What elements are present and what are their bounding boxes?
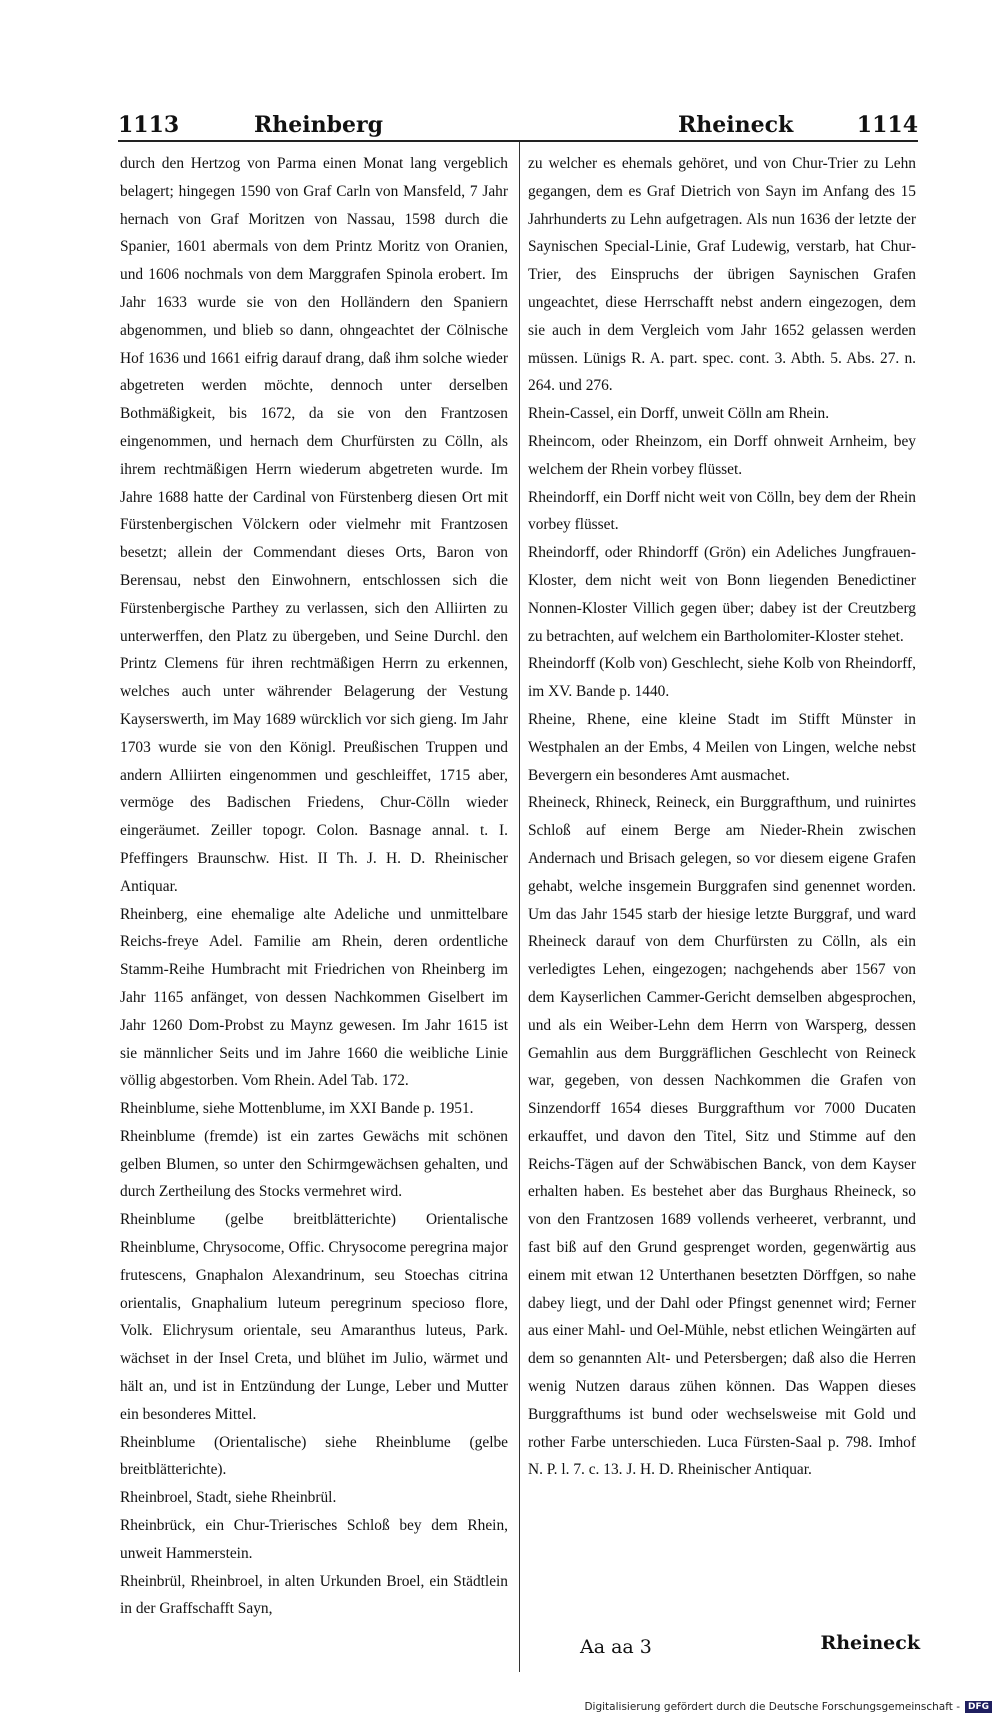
- catchword: Rheineck: [820, 1632, 920, 1654]
- dfg-logo: DFG: [965, 1701, 992, 1713]
- column-separator: [519, 142, 520, 1672]
- right-entry-5: Rheindorff, oder Rhindorff (Grön) ein Adeliches Jungfrauen-Kloster, dem nicht weit von Bonn liegenden Benedictiner Nonnen-Kloster Villich gegen über; dabey ist der Creutzberg zu betrachten, auf welchem ein Bartholomiter-Kloster stehet.: [528, 544, 916, 645]
- right-entry-7: Rheine, Rhene, eine kleine Stadt im Stifft Münster in Westphalen an der Embs, 4 Meilen von Lingen, welche nebst Bevergern ein besonderes Amt ausmachet.: [528, 710, 916, 784]
- page-number-left: 1113: [118, 112, 180, 138]
- right-entry-8: Rheineck, Rhineck, Reineck, ein Burggrafthum, und ruinirtes Schloß auf einem Berge am Nieder-Rhein zwischen Andernach und Brisach gelegen, so vor diesem eigene Grafen gehabt, welche insgemein Burggrafen sind genennet worden. Um das Jahr 1545 starb der hiesige letzte Burggraf, und ward Rheineck darauf von dem Churfürsten zu Cölln, als ein verledigtes Lehen, eingezogen; nachgehends aber 1567 von dem Kayserlichen Cammer-Gericht demselben abgesprochen, und als ein Weiber-Lehn dem Herrn von Warsperg, dessen Gemahlin aus dem Burggräflichen Geschlecht von Reineck war, gegeben, von dessen Nachkommen die Grafen von Sinzendorff 1654 dieses Burggrafthum vor 7000 Ducaten erkauffet, und davon den Titel, Sitz und Stimme auf den Reichs-Tägen auf der Schwäbischen Banck, von dem Kayser erhalten haben. Es bestehet aber das Burghaus Rheineck, so von den Frantzosen 1689 vollends verheeret, verbrannt, und fast biß auf den Grund gesprenget worden, gegenwärtig aus einem mit etwan 12 Unterthanen besetzten Dörffgen, so nahe dabey liegt, und der Dahl oder Pfingst genennet wird; Ferner aus einer Mahl- und Oel-Mühle, nebst etlichen Weingärten auf dem so genannten Alt- und Petersbergen; daß also die Herren wenig Nutzen daraus zühen können. Das Wappen dieses Burggrafthums ist bund oder wechselsweise mit Gold und rother Farbe unterschieden. Luca Fürsten-Saal p. 798. Imhof N. P. l. 7. c. 13. J. H. D. Rheinischer Antiquar.: [528, 794, 916, 1479]
- right-entry-4: Rheindorff, ein Dorff nicht weit von Cölln, bey dem der Rhein vorbey flüsset.: [528, 488, 916, 534]
- left-entry-8: Rheinbrück, ein Chur-Trierisches Schloß bey dem Rhein, unweit Hammerstein.: [120, 1517, 508, 1562]
- digitization-credit: [584, 1701, 992, 1713]
- left-entry-2: Rheinberg, eine ehemalige alte Adeliche und unmittelbare Reichs-freye Adel. Familie am Rhein, deren ordentliche Stamm-Reihe Humbracht mit Friedrichen von Rheinberg im Jahr 1165 anfänget, von dessen Nachkommen Giselbert im Jahr 1260 Dom-Probst zu Maynz gewesen. Im Jahr 1615 ist sie männlicher Seits und im Jahre 1660 die weibliche Linie völlig abgestorben. Vom Rhein. Adel Tab. 172.: [120, 905, 508, 1090]
- right-entry-1: zu welcher es ehemals gehöret, und von Chur-Trier zu Lehn gegangen, dem es Graf Dietrich von Sayn im Anfang des 15 Jahrhunderts zu Lehn aufgetragen. Als nun 1636 der letzte der Saynischen Special-Linie, Graf Ludewig, verstarb, hat Chur-Trier, des Einspruchs der übrigen Saynischen Grafen ungeachtet, diese Herrschafft nebst andern eingezogen, dem sie auch in dem Vergleich vom Jahr 1652 gelassen werden müssen. Lünigs R. A. part. spec. cont. 3. Abth. 5. Abs. 27. n. 264. und 276.: [528, 155, 916, 395]
- signature-mark: Aa aa 3: [580, 1636, 652, 1658]
- right-entry-2: Rhein-Cassel, ein Dorff, unweit Cölln am Rhein.: [528, 405, 830, 423]
- left-entry-1: durch den Hertzog von Parma einen Monat lang vergeblich belagert; hingegen 1590 von Graf Carln von Mansfeld, 7 Jahr hernach von Graf Moritzen von Nassau, 1598 durch die Spanier, 1601 abermals von dem Printz Moritz von Oranien, und 1606 nochmals von dem Marggrafen Spinola erobert. Im Jahr 1633 wurde sie von den Holländern den Spaniern abgenommen, und blieb so dann, ohngeachtet der Cölnische Hof 1636 und 1661 eifrig darauf drang, daß ihm solche wieder abgetreten werden möchte, dennoch unter derselben Bothmäßigkeit, bis 1672, da sie von den Frantzosen eingenommen, und hernach dem Churfürsten zu Cölln, als ihrem rechtmäßigen Herrn wiederum abgetreten wurde. Im Jahre 1688 hatte der Cardinal von Fürstenberg diesen Ort mit Fürstenbergischen Völckern oder vielmehr mit Frantzosen besetzt; allein der Commendant dieses Orts, Baron von Berensau, nebst den Einwohnern, entschlossen sich die Fürstenbergische Parthey zu verlassen, sich den Alliirten zu unterwerffen, den Platz zu übergeben, und Seine Durchl. den Printz Clemens für ihren rechtmäßigen Herrn zu erkennen, welches auch unter währender Belagerung der Vestung Kayserswerth, im May 1689 würcklich vor sich gieng. Im Jahr 1703 wurde sie von den Königl. Preußischen Truppen und andern Alliirten eingenommen und geschleiffet, 1715 aber, vermöge des Badischen Friedens, Chur-Cölln wieder eingeräumet. Zeiller topogr. Colon. Basnage annal. t. I. Pfeffingers Braunschw. Hist. II Th. J. H. D. Rheinischer Antiquar.: [120, 155, 508, 895]
- left-entry-9: Rheinbrül, Rheinbroel, in alten Urkunden Broel, ein Städtlein in der Graffschafft Sayn,: [120, 1572, 508, 1618]
- left-entry-4: Rheinblume (fremde) ist ein zartes Gewächs mit schönen gelben Blumen, so unter den Schirmgewächsen gehalten, und durch Zertheilung des Stocks vermehret wird.: [120, 1127, 508, 1201]
- header-word-left: Rheinberg: [254, 112, 383, 138]
- page-number-right: 1114: [856, 112, 918, 138]
- credit-text: Digitalisierung gefördert durch die Deutsche Forschungsgemeinschaft -: [584, 1701, 960, 1713]
- header-rule: [118, 140, 918, 142]
- right-column: [528, 150, 916, 1484]
- right-entry-3: Rheincom, oder Rheinzom, ein Dorff ohnweit Arnheim, bey welchem der Rhein vorbey flüsset.: [528, 432, 916, 478]
- left-column: [120, 150, 508, 1623]
- left-entry-3: Rheinblume, siehe Mottenblume, im XXI Bande p. 1951.: [120, 1100, 474, 1118]
- header-word-right: Rheineck: [678, 112, 794, 138]
- left-entry-5: Rheinblume (gelbe breitblätterichte) Orientalische Rheinblume, Chrysocome, Offic. Chrysocome peregrina major frutescens, Gnaphalon Alexandrinum, seu Stoechas citrina orientalis, Gnaphalium luteum peregrinum specioso flore, Volk. Elichrysum orientale, seu Amaranthus luteus, Park. wächset in der Insel Creta, und blühet im Julio, wärmet und hält an, und ist in Entzündung der Lunge, Leber und Mutter ein besonderes Mittel.: [120, 1211, 508, 1423]
- left-entry-7: Rheinbroel, Stadt, siehe Rheinbrül.: [120, 1489, 337, 1507]
- running-header: [118, 112, 918, 138]
- left-entry-6: Rheinblume (Orientalische) siehe Rheinblume (gelbe breitblätterichte).: [120, 1433, 508, 1479]
- right-entry-6: Rheindorff (Kolb von) Geschlecht, siehe Kolb von Rheindorff, im XV. Bande p. 1440.: [528, 655, 916, 701]
